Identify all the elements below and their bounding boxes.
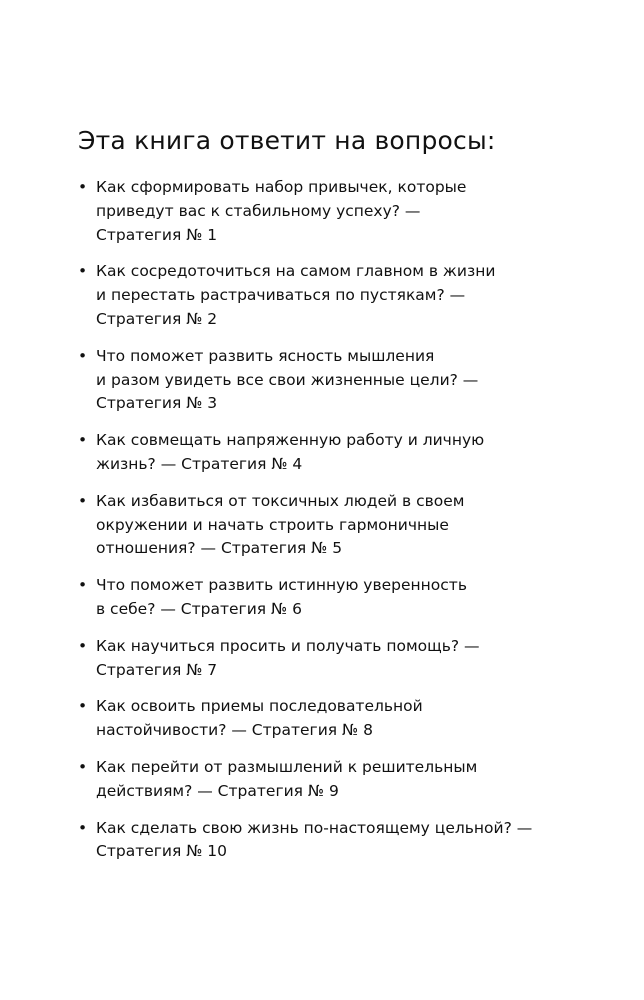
list-item-line: Стратегия № 3 xyxy=(96,394,218,413)
list-item xyxy=(78,817,548,865)
list-item-line: Стратегия № 10 xyxy=(96,842,227,861)
list-item xyxy=(78,490,548,561)
list-item-line: Стратегия № 2 xyxy=(96,309,218,328)
list-item-line: Как совмещать напряженную работу и личную xyxy=(96,431,485,450)
bullet-icon: • xyxy=(78,697,88,716)
list-item xyxy=(78,574,548,622)
list-item xyxy=(78,260,548,331)
list-item-line: Как научиться просить и получать помощь? — xyxy=(96,636,480,655)
list-item-line: и перестать растрачиваться по пустякам? — xyxy=(96,286,466,305)
list-item-line: жизнь? — Стратегия № 4 xyxy=(96,454,303,473)
list-item-line: Как освоить приемы последовательной xyxy=(96,697,423,716)
list-item-line: настойчивости? — Стратегия № 8 xyxy=(96,721,373,740)
bullet-icon: • xyxy=(78,262,88,281)
questions-list xyxy=(78,176,548,877)
list-item-line: действиям? — Стратегия № 9 xyxy=(96,781,339,800)
list-item-line: окружении и начать строить гармоничные xyxy=(96,515,449,534)
list-item-line: и разом увидеть все свои жизненные цели? — xyxy=(96,370,479,389)
bullet-icon: • xyxy=(78,431,88,450)
list-item-line: Как перейти от размышлений к решительным xyxy=(96,757,478,776)
list-item-line: Стратегия № 7 xyxy=(96,660,218,679)
bullet-icon: • xyxy=(78,757,88,776)
bullet-icon: • xyxy=(78,818,88,837)
list-item-line: отношения? — Стратегия № 5 xyxy=(96,539,343,558)
list-item-line: приведут вас к стабильному успеху? — xyxy=(96,201,421,220)
bullet-icon: • xyxy=(78,178,88,196)
list-item xyxy=(78,429,548,477)
list-item-line: Как сосредоточиться на самом главном в жизни xyxy=(96,262,496,281)
list-item xyxy=(78,756,548,804)
list-item-line: в себе? — Стратегия № 6 xyxy=(96,599,302,618)
page-heading: Эта книга ответит на вопросы: xyxy=(78,126,496,155)
list-item-line: Стратегия № 1 xyxy=(96,225,218,244)
list-item-line: Как сделать свою жизнь по-настоящему цельной? — xyxy=(96,818,533,837)
list-item xyxy=(78,176,548,247)
list-item-line: Что поможет развить истинную уверенность xyxy=(96,576,467,595)
bullet-icon: • xyxy=(78,346,88,365)
list-item-line: Как избавиться от токсичных людей в своем xyxy=(96,491,465,510)
list-item-line: Как сформировать набор привычек, которые xyxy=(96,178,467,196)
list-item xyxy=(78,345,548,416)
list-item-line: Что поможет развить ясность мышления xyxy=(96,346,435,365)
list-item xyxy=(78,695,548,743)
bullet-icon: • xyxy=(78,491,88,510)
bullet-icon: • xyxy=(78,636,88,655)
bullet-icon: • xyxy=(78,576,88,595)
list-item xyxy=(78,635,548,683)
